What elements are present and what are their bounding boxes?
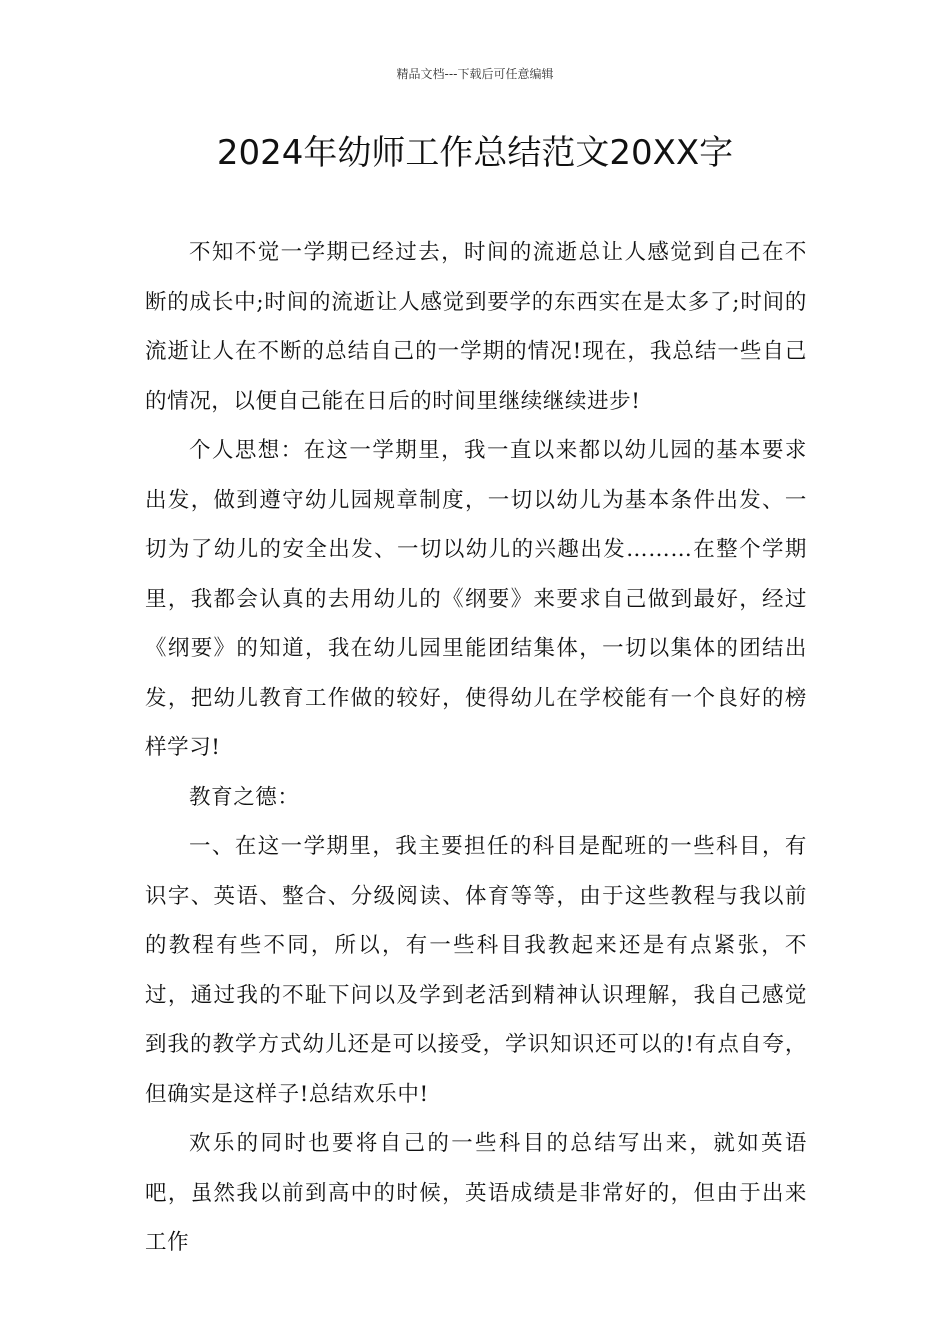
paragraph-intro: 不知不觉一学期已经过去，时间的流逝总让人感觉到自己在不断的成长中;时间的流逝让人感觉到要学的东西实在是太多了;时间的流逝让人在不断的总结自己的一学期的情况!现在，我总结一些自己的情况，以便自己能在日后的时间里继续继续进步! [145,240,807,414]
paragraph-education-heading: 教育之德： [189,784,300,810]
paragraph-english-summary: 欢乐的同时也要将自己的一些科目的总结写出来，就如英语吧，虽然我以前到高中的时候，英语成绩是非常好的，但由于出来工作 [145,1131,807,1255]
paragraph-teaching-subjects: 一、在这一学期里，我主要担任的科目是配班的一些科目，有识字、英语、整合、分级阅读、体育等等，由于这些教程与我以前的教程有些不同，所以，有一些科目我教起来还是有点紧张，不过，通过我的不耻下问以及学到老活到精神认识理解，我自己感觉到我的教学方式幼儿还是可以接受，学识知识还可以的!有点自夸，但确实是这样子!总结欢乐中! [145,834,807,1107]
paragraph-personal-thought: 个人思想：在这一学期里，我一直以来都以幼儿园的基本要求出发，做到遵守幼儿园规章制度，一切以幼儿为基本条件出发、一切为了幼儿的安全出发、一切以幼儿的兴趣出发………在整个学期里，我都会认真的去用幼儿的《纲要》来要求自己做到最好，经过《纲要》的知道，我在幼儿园里能团结集体，一切以集体的团结出发，把幼儿教育工作做的较好，使得幼儿在学校能有一个良好的榜样学习! [145,438,807,760]
page-header: 精品文档---下载后可任意编辑 [396,67,554,81]
document-title: 2024年幼师工作总结范文20XX字 [216,133,734,173]
document-body [145,228,807,1268]
